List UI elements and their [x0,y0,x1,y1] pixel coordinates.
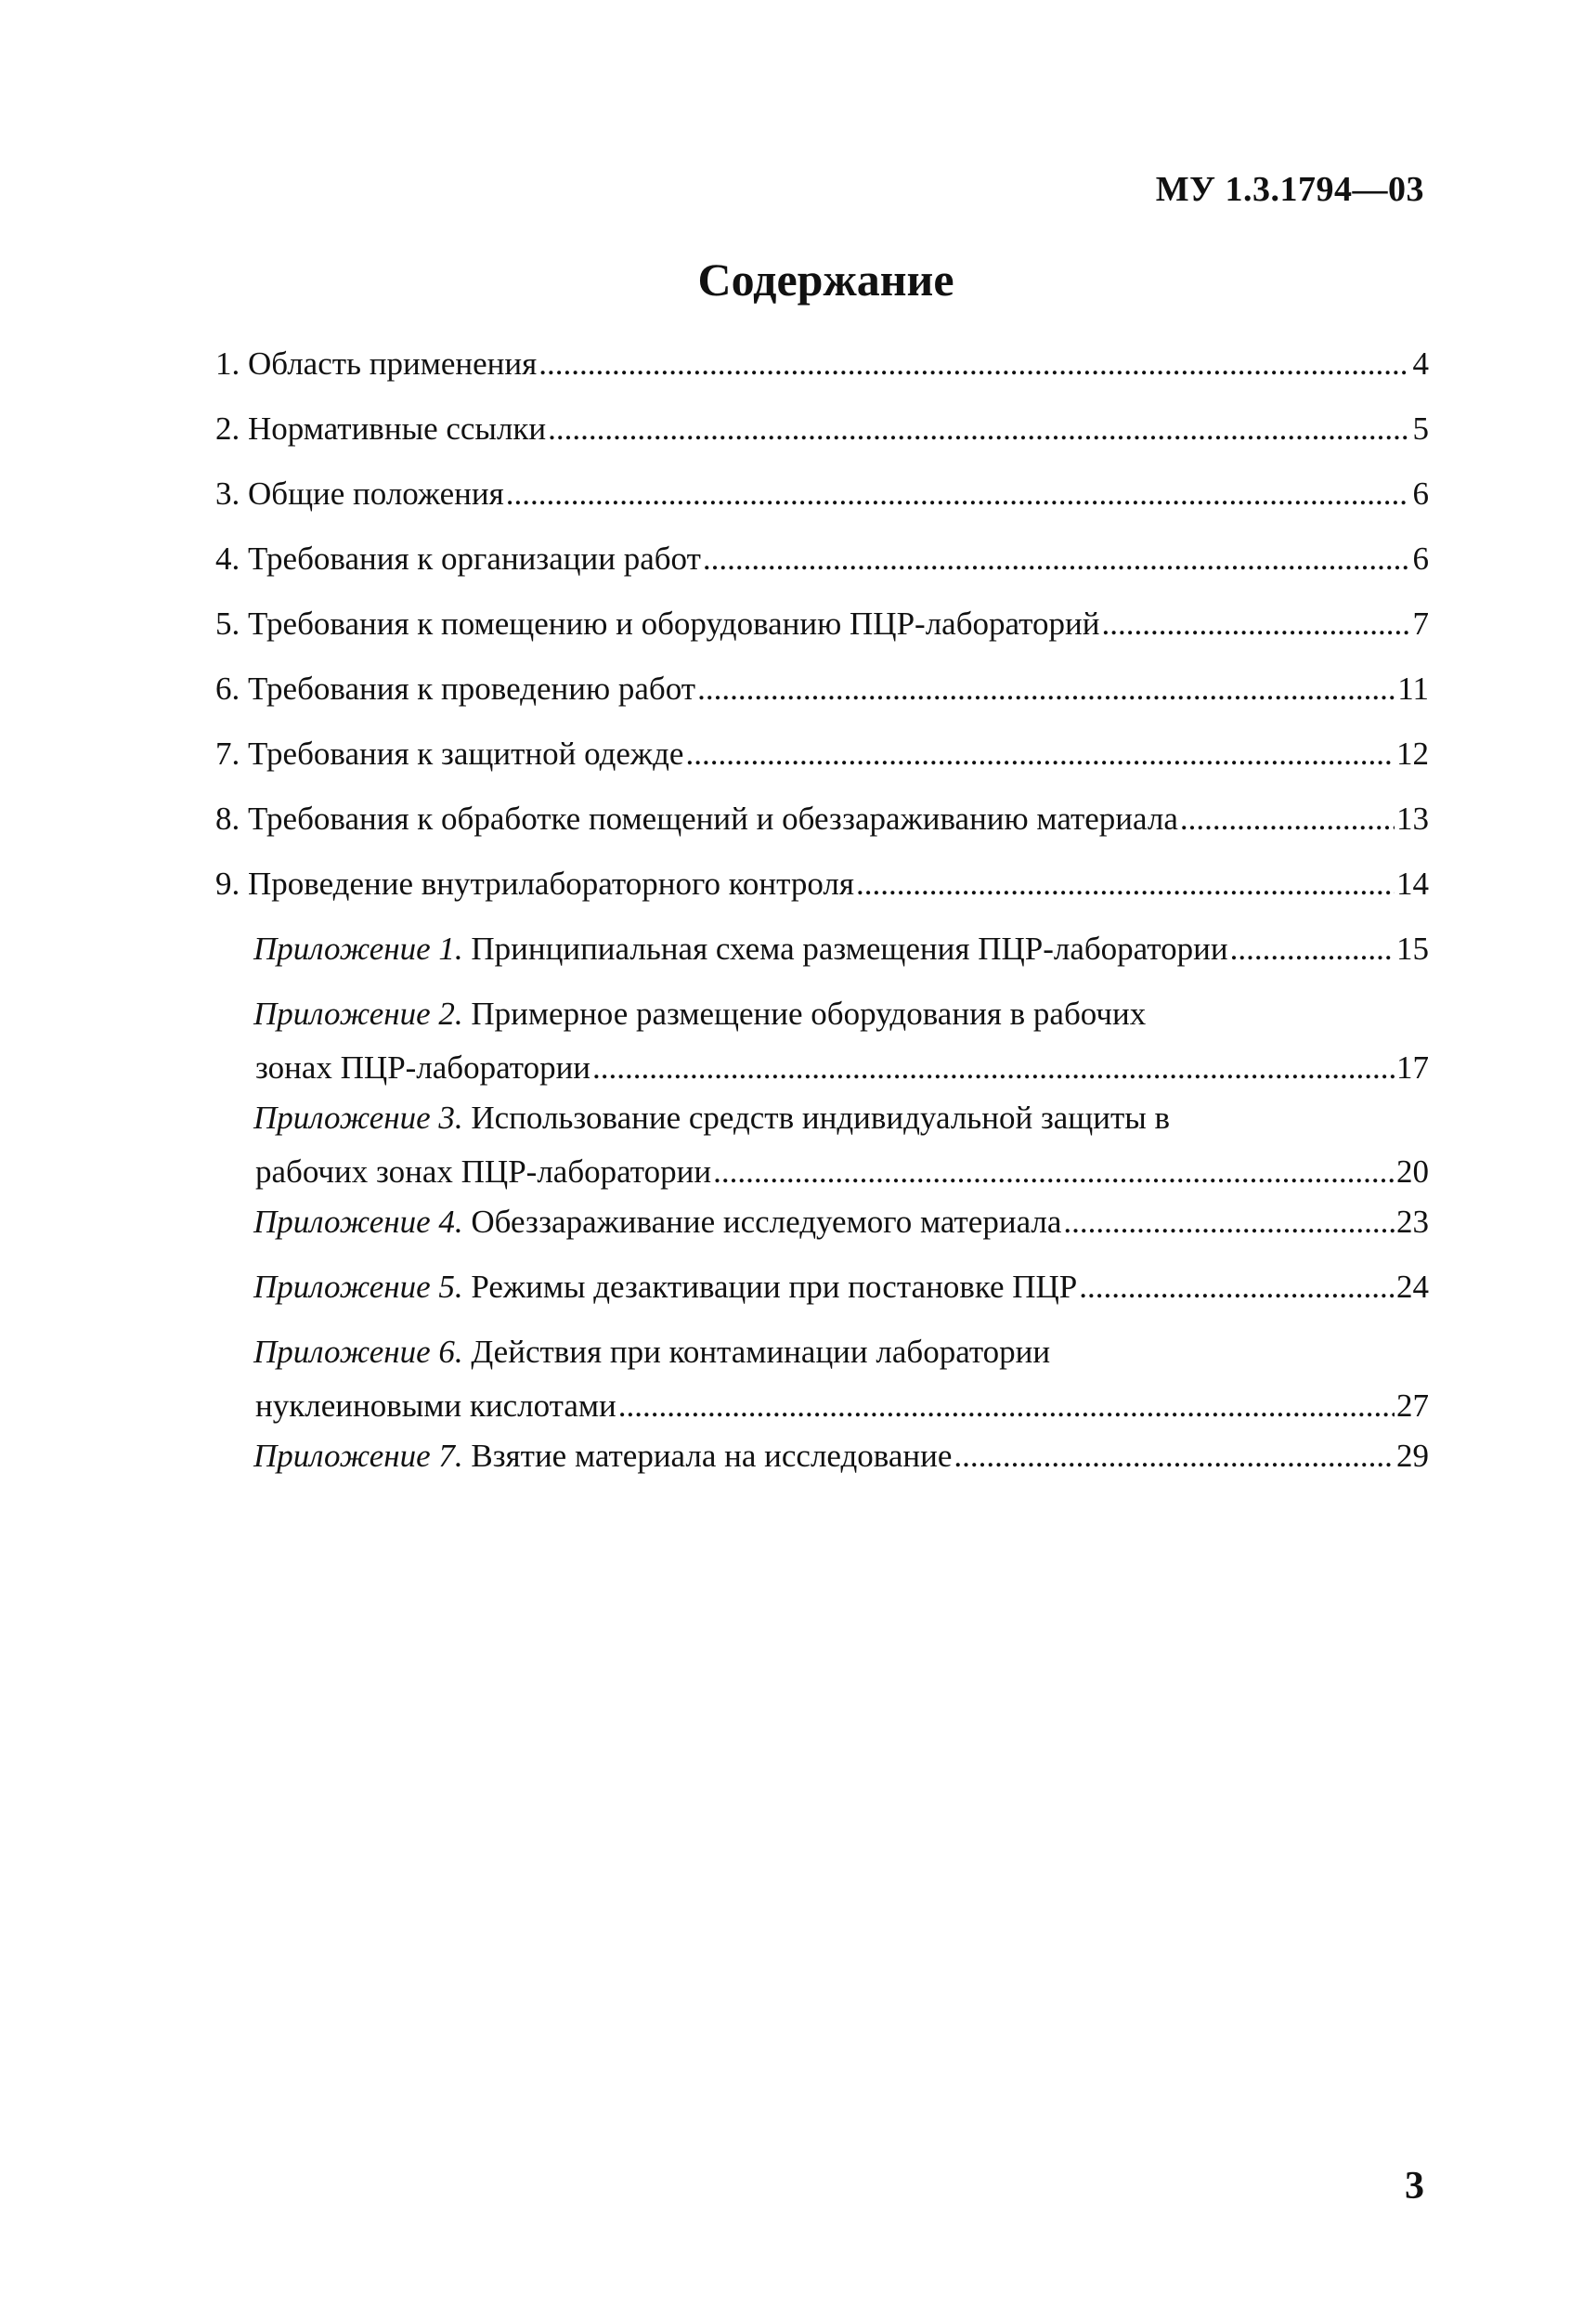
appendix-text-continued: нуклеиновыми кислотами [255,1387,616,1424]
dot-leader [1063,1204,1395,1241]
toc-entry-9 [215,866,1429,903]
toc-entry-page: 15 [1396,931,1429,967]
appendix-label: Приложение 4. [253,1204,463,1240]
toc-entry-text: 4. Требования к организации работ [215,541,701,577]
appendix-label: Приложение 7. [253,1438,463,1474]
toc-entry-page: 4 [1412,345,1429,382]
toc-entry-page: 24 [1396,1269,1429,1305]
dot-leader [506,476,1408,513]
dot-leader [1079,1269,1395,1306]
toc-entry-2 [215,410,1429,448]
toc-entry-page: 23 [1396,1204,1429,1240]
appendix-label: Приложение 2. [253,996,463,1032]
appendix-label: Приложение 6. [253,1334,463,1370]
toc-appendix-1 [253,931,1429,968]
dot-leader [954,1438,1395,1475]
toc-entry-text: 3. Общие положения [215,476,504,512]
toc-appendix-2 [253,996,1429,1087]
appendix-text: Взятие материала на исследование [471,1438,953,1474]
toc-appendix-3 [253,1100,1429,1191]
dot-leader [713,1153,1395,1191]
toc-entry-text: 5. Требования к помещению и оборудованию ПЦР-лабораторий [215,606,1100,642]
appendix-text: Использование средств индивидуальной защиты в [471,1100,1171,1136]
appendix-text: Примерное размещение оборудования в рабочих [471,996,1147,1032]
toc-entry-3 [215,476,1429,513]
dot-leader [1101,606,1408,643]
toc-entry-page: 13 [1396,801,1429,837]
document-code: МУ 1.3.1794—03 [1155,170,1424,209]
dot-leader [697,671,1395,708]
toc-entry-text: 2. Нормативные ссылки [215,410,547,447]
toc-appendix-6 [253,1334,1429,1425]
appendix-text: Обеззараживание исследуемого материала [471,1204,1062,1240]
toc-appendix-5 [253,1269,1429,1306]
toc-entry-page: 12 [1396,736,1429,772]
toc-entry-page: 17 [1396,1049,1429,1086]
appendix-text: Принципиальная схема размещения ПЦР-лаборатории [471,931,1228,967]
dot-leader [538,345,1408,383]
toc-entry-page: 5 [1412,410,1429,447]
toc-title: Содержание [697,254,954,306]
appendix-text-continued: рабочих зонах ПЦР-лаборатории [255,1153,712,1190]
appendix-label: Приложение 5. [253,1269,463,1305]
toc-entry-text: 9. Проведение внутрилабораторного контроля [215,866,854,902]
toc-entry-page: 7 [1412,606,1429,642]
dot-leader [618,1387,1395,1425]
toc-entry-text: 7. Требования к защитной одежде [215,736,684,772]
appendix-label: Приложение 3. [253,1100,463,1136]
dot-leader [856,866,1395,903]
appendix-label: Приложение 1. [253,931,463,967]
appendix-text-continued: зонах ПЦР-лаборатории [255,1049,591,1086]
appendix-text: Режимы дезактивации при постановке ПЦР [471,1269,1078,1305]
toc-entry-page: 6 [1412,541,1429,577]
toc-entry-text: 8. Требования к обработке помещений и обеззараживанию материала [215,801,1178,837]
toc-entry-5 [215,606,1429,643]
dot-leader [703,541,1408,578]
dot-leader [685,736,1395,773]
toc-entry-page: 20 [1396,1153,1429,1190]
toc-entry-1 [215,345,1429,383]
toc-entry-text: 1. Область применения [215,345,538,382]
appendix-text: Действия при контаминации лаборатории [471,1334,1051,1370]
dot-leader [592,1049,1395,1087]
toc-entry-text: 6. Требования к проведению работ [215,671,696,707]
toc-entry-4 [215,541,1429,578]
toc-entry-page: 11 [1397,671,1429,707]
toc-entry-7 [215,736,1429,773]
toc-entry-page: 14 [1396,866,1429,902]
toc-entry-8 [215,801,1429,838]
toc-appendix-4 [253,1204,1429,1241]
toc-appendix-7 [253,1438,1429,1475]
toc-entry-6 [215,671,1429,708]
toc-entry-page: 27 [1396,1387,1429,1424]
dot-leader [1230,931,1395,968]
page-number: 3 [1405,2165,1424,2208]
toc-entry-page: 29 [1396,1438,1429,1474]
dot-leader [548,410,1408,448]
dot-leader [1180,801,1395,838]
toc-entry-page: 6 [1412,476,1429,512]
